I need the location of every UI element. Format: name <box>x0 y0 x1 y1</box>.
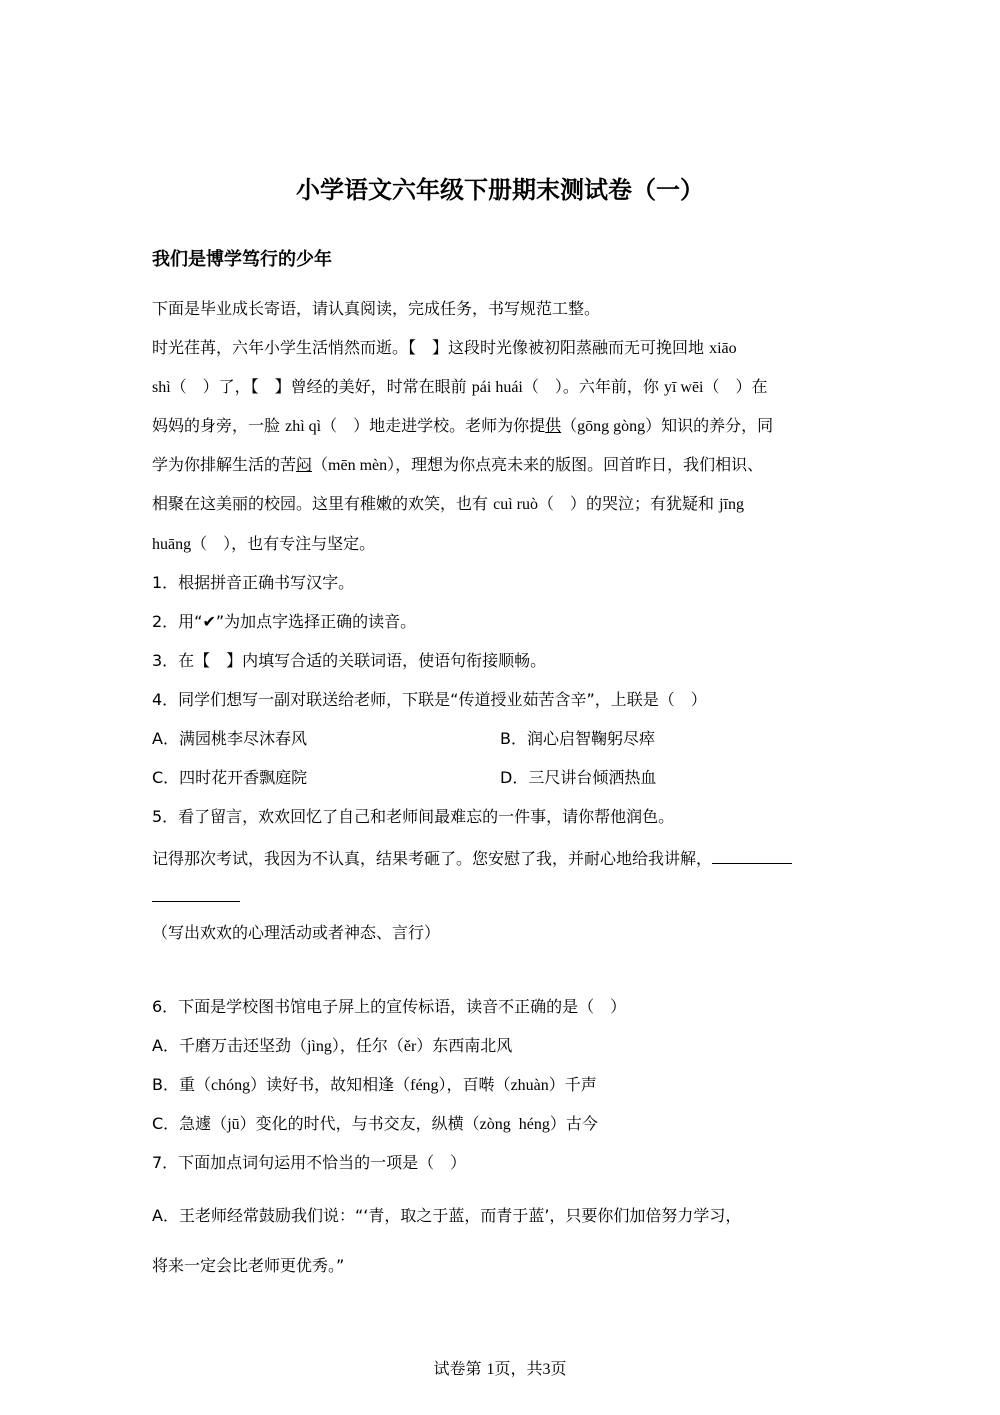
pinyin: jìng <box>306 1038 332 1055</box>
option-text: ）变化的时代，与书交友，纵横（ <box>239 1114 480 1133</box>
option-text: ）古今 <box>549 1114 598 1133</box>
option-text: ）东西南北风 <box>416 1036 513 1055</box>
passage-line-3 <box>152 415 773 438</box>
q6-option-b <box>152 1074 597 1097</box>
question-7: 7．下面加点词句运用不恰当的一项是（ ） <box>152 1153 467 1172</box>
passage-text: 学为你排解生活的苦 <box>152 455 297 474</box>
q5-note: （写出欢欢的心理活动或者神态、言行） <box>152 923 441 942</box>
passage-text: ）知识的养分，同 <box>645 416 774 435</box>
underlined-char: 供 <box>545 416 562 435</box>
answer-blank[interactable] <box>152 887 240 902</box>
page-title: 小学语文六年级下册期末测试卷（一） <box>296 176 704 204</box>
option-text: ），任尔（ <box>331 1036 404 1055</box>
passage-text: （ ）。六年前，你 <box>522 377 664 396</box>
passage-line-4 <box>152 454 763 477</box>
pinyin: huāng <box>152 536 192 553</box>
q5-blank-line <box>152 886 240 908</box>
page-total: 3 <box>542 1361 551 1378</box>
q4-option-a: A．满园桃李尽沐春风 <box>152 729 307 748</box>
q4-option-d: D．三尺讲台倾洒热血 <box>500 768 657 787</box>
passage-text: （ <box>312 455 329 474</box>
option-text: A．千磨万击还坚劲（ <box>152 1036 307 1055</box>
q5-prompt: 记得那次考试，我因为不认真，结果考砸了。您安慰了我，并耐心地给我讲解， <box>152 849 713 868</box>
question-3: 3．在【 】内填写合适的关联词语，使语句衔接顺畅。 <box>152 651 547 670</box>
passage-line-1 <box>152 337 737 360</box>
pinyin: mēn mèn <box>328 457 388 474</box>
pinyin: xiāo <box>709 340 737 357</box>
footer-text: 试卷第 <box>433 1359 487 1378</box>
passage-line-2 <box>152 376 768 399</box>
pinyin: chóng <box>210 1077 251 1094</box>
q4-option-c: C．四时花开香飘庭院 <box>152 768 308 787</box>
passage-text: 相聚在这美丽的校园。这里有稚嫩的欢笑，也有 <box>152 494 494 513</box>
pinyin: cuì ruò <box>493 496 538 513</box>
passage-text: （ ），也有专注与坚定。 <box>191 534 376 553</box>
answer-blank[interactable] <box>712 849 792 864</box>
passage-text: （ ）了，【 】曾经的美好，时常在眼前 <box>170 377 472 396</box>
pinyin: zhì qì <box>285 418 322 435</box>
passage-text: 妈妈的身旁，一脸 <box>152 416 286 435</box>
pinyin: shì <box>152 379 171 396</box>
pinyin: gōng gòng <box>577 418 646 435</box>
option-text: ）千声 <box>548 1075 597 1094</box>
option-text: C．急遽（ <box>152 1114 228 1133</box>
question-6: 6．下面是学校图书馆电子屏上的宣传标语，读音不正确的是（ ） <box>152 997 627 1016</box>
passage-text: （ ）在 <box>703 377 768 396</box>
question-1: 1．根据拼音正确书写汉字。 <box>152 573 355 592</box>
pinyin: pái huái <box>471 379 523 396</box>
passage-text: （ <box>561 416 578 435</box>
passage-text: 时光荏苒，六年小学生活悄然而逝。【 】这段时光像被初阳蒸融而无可挽回地 <box>152 338 710 357</box>
pinyin: zòng héng <box>479 1116 550 1133</box>
passage-line-6 <box>152 533 375 556</box>
q7-option-a-line-2: 将来一定会比老师更优秀。” <box>152 1256 345 1275</box>
question-5: 5．看了留言，欢欢回忆了自己和老师间最难忘的一件事，请你帮他润色。 <box>152 807 675 826</box>
passage-text: ），理想为你点亮未来的版图。回首昨日，我们相识、 <box>387 455 764 474</box>
underlined-char: 闷 <box>296 455 313 474</box>
q5-text <box>152 848 792 870</box>
pinyin: jīng <box>719 496 744 513</box>
question-4: 4．同学们想写一副对联送给老师，下联是“传道授业茹苦含辛”，上联是（ ） <box>152 690 707 709</box>
q6-option-a <box>152 1035 512 1058</box>
intro-text: 下面是毕业成长寄语，请认真阅读，完成任务，书写规范工整。 <box>152 299 601 318</box>
pinyin: ěr <box>403 1038 417 1055</box>
passage-text: （ ）地走进学校。老师为你提 <box>321 416 546 435</box>
passage-line-5 <box>152 493 744 516</box>
section-heading: 我们是博学笃行的少年 <box>152 249 332 270</box>
pinyin: féng <box>410 1077 439 1094</box>
question-2: 2．用“✔”为加点字选择正确的读音。 <box>152 612 417 631</box>
q6-option-c <box>152 1113 598 1136</box>
footer-text: 页，共 <box>494 1359 543 1378</box>
q4-option-b: B．润心启智鞠躬尽瘁 <box>500 729 655 748</box>
footer-text: 页 <box>550 1359 567 1378</box>
q7-option-a-line-1: A．王老师经常鼓励我们说：“‘青，取之于蓝，而青于蓝’，只要你们加倍努力学习， <box>152 1206 742 1225</box>
pinyin: jū <box>227 1116 240 1133</box>
option-text: ）读好书，故知相逢（ <box>250 1075 411 1094</box>
option-text: B．重（ <box>152 1075 211 1094</box>
pinyin: yī wēi <box>663 379 704 396</box>
option-text: ），百啭（ <box>438 1075 511 1094</box>
page-footer <box>0 1356 1000 1379</box>
pinyin: zhuàn <box>510 1077 549 1094</box>
passage-text: （ ）的哭泣；有犹疑和 <box>537 494 720 513</box>
page-number: 1 <box>486 1361 495 1378</box>
